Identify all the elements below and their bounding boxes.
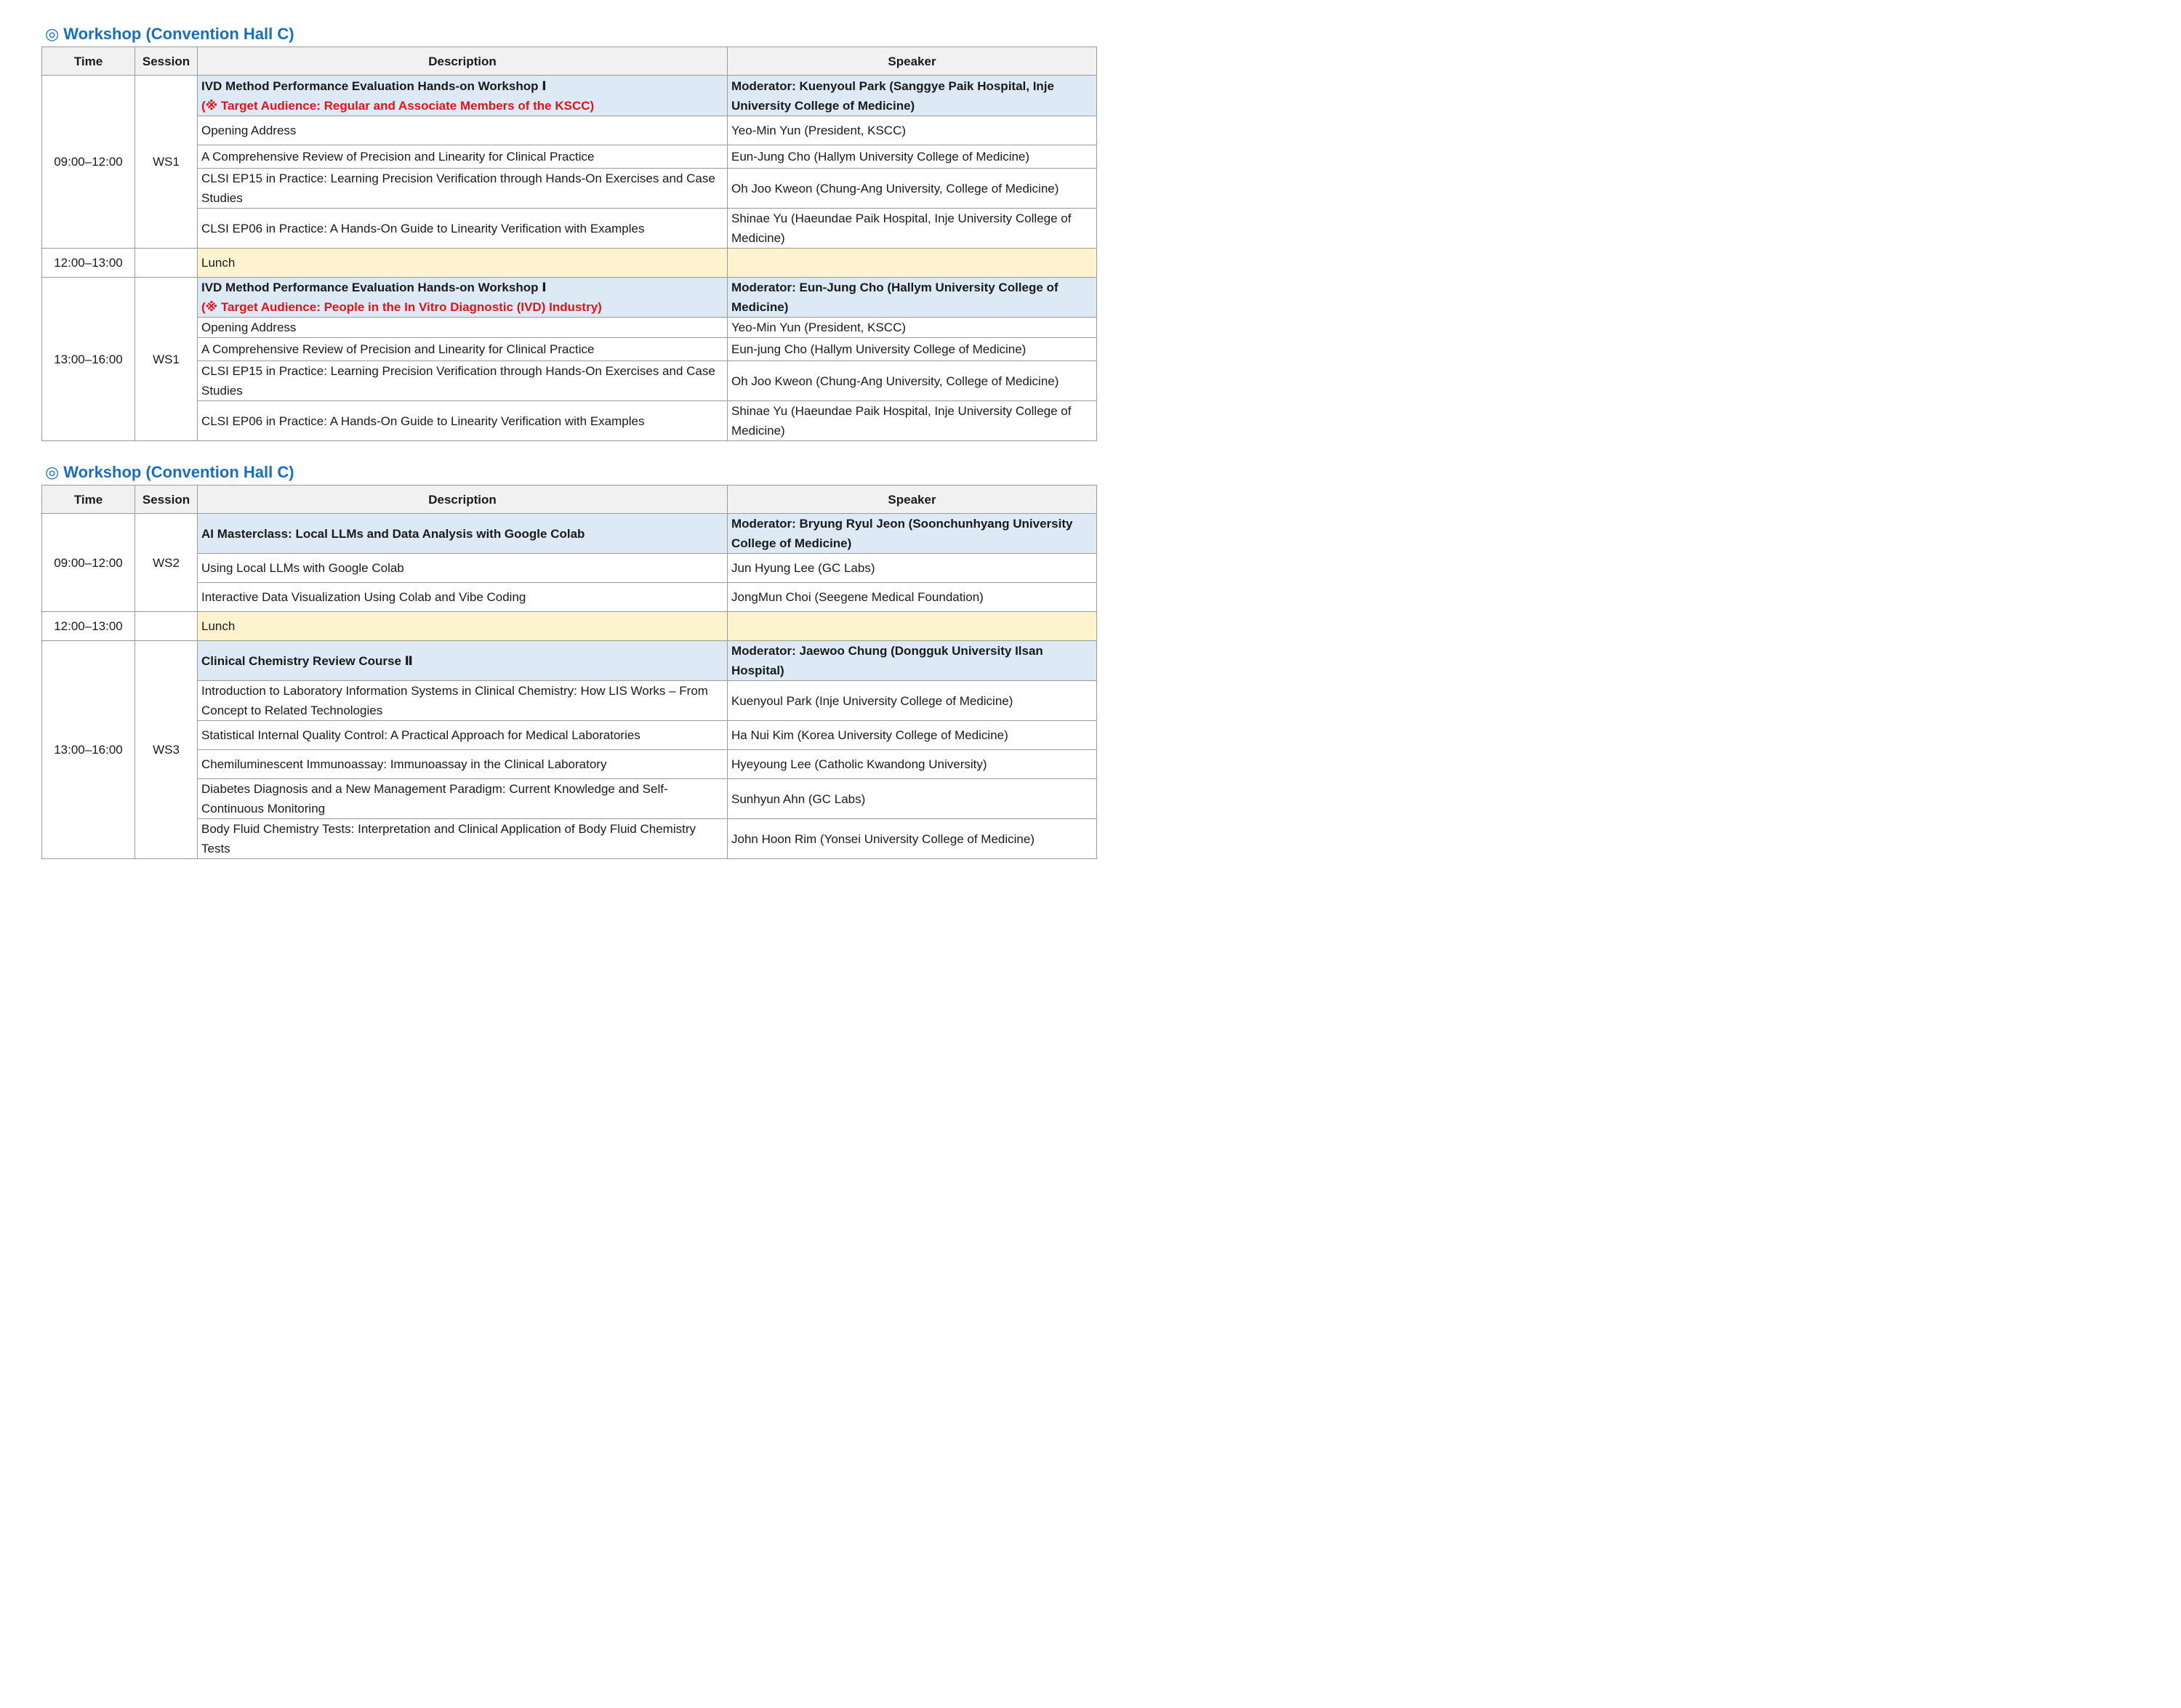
description-cell: Introduction to Laboratory Information Systems in Clinical Chemistry: How LIS Works – From Concept to Related Technologies: [198, 681, 728, 721]
speaker-cell: Shinae Yu (Haeundae Paik Hospital, Inje University College of Medicine): [728, 401, 1097, 441]
session-header-row: [42, 278, 1097, 318]
lunch-row: [42, 249, 1097, 278]
table-row: [42, 338, 1097, 361]
speaker-cell: Oh Joo Kweon (Chung-Ang University, College of Medicine): [728, 169, 1097, 209]
speaker-cell: Eun-jung Cho (Hallym University College of Medicine): [728, 338, 1097, 361]
header-description: Description: [198, 47, 728, 76]
header-speaker: Speaker: [728, 47, 1097, 76]
description-cell: CLSI EP06 in Practice: A Hands-On Guide to Linearity Verification with Examples: [198, 209, 728, 249]
lunch-row: [42, 612, 1097, 641]
session-header-row: [42, 76, 1097, 116]
double-circle-icon: ◎: [45, 463, 60, 481]
session-header-row: [42, 641, 1097, 681]
speaker-cell: Yeo-Min Yun (President, KSCC): [728, 318, 1097, 338]
section-title: [45, 25, 294, 44]
description-cell: CLSI EP06 in Practice: A Hands-On Guide to Linearity Verification with Examples: [198, 401, 728, 441]
table-row: [42, 361, 1097, 401]
section-title-text: Workshop (Convention Hall C): [63, 25, 294, 43]
speaker-cell: Jun Hyung Lee (GC Labs): [728, 554, 1097, 583]
table-row: [42, 554, 1097, 583]
session-title: IVD Method Performance Evaluation Hands-on Workshop Ⅰ: [201, 281, 547, 294]
moderator-cell: Moderator: Eun-Jung Cho (Hallym University College of Medicine): [728, 278, 1097, 318]
program-table: [41, 485, 1097, 859]
speaker-cell: Shinae Yu (Haeundae Paik Hospital, Inje University College of Medicine): [728, 209, 1097, 249]
time-cell: 12:00–13:00: [42, 249, 135, 278]
session-title-cell: [198, 278, 728, 318]
speaker-cell: Oh Joo Kweon (Chung-Ang University, College of Medicine): [728, 361, 1097, 401]
program-table: [41, 47, 1097, 441]
session-cell: [135, 249, 198, 278]
section-title-text: Workshop (Convention Hall C): [63, 463, 294, 481]
time-cell: 09:00–12:00: [42, 514, 135, 612]
header-description: Description: [198, 486, 728, 514]
table-row: [42, 819, 1097, 859]
speaker-cell: Ha Nui Kim (Korea University College of Medicine): [728, 721, 1097, 750]
header-session: Session: [135, 486, 198, 514]
session-cell: WS1: [135, 278, 198, 441]
description-cell: Body Fluid Chemistry Tests: Interpretation and Clinical Application of Body Fluid Chemistry Tests: [198, 819, 728, 859]
table-row: [42, 401, 1097, 441]
table-row: [42, 209, 1097, 249]
description-cell: CLSI EP15 in Practice: Learning Precision Verification through Hands-On Exercises and Case Studies: [198, 361, 728, 401]
time-cell: 12:00–13:00: [42, 612, 135, 641]
table-row: [42, 583, 1097, 612]
table-row: [42, 750, 1097, 779]
moderator-cell: Moderator: Kuenyoul Park (Sanggye Paik Hospital, Inje University College of Medicine): [728, 76, 1097, 116]
description-cell: Using Local LLMs with Google Colab: [198, 554, 728, 583]
section-title: [45, 463, 294, 482]
session-title: IVD Method Performance Evaluation Hands-on Workshop Ⅰ: [201, 78, 547, 93]
speaker-cell: Yeo-Min Yun (President, KSCC): [728, 116, 1097, 145]
speaker-cell: Hyeyoung Lee (Catholic Kwandong University): [728, 750, 1097, 779]
session-cell: WS3: [135, 641, 198, 859]
speaker-cell: Kuenyoul Park (Inje University College of Medicine): [728, 681, 1097, 721]
table-row: [42, 721, 1097, 750]
session-cell: WS2: [135, 514, 198, 612]
table-row: [42, 145, 1097, 169]
double-circle-icon: ◎: [45, 25, 60, 43]
header-session: Session: [135, 47, 198, 76]
time-cell: 09:00–12:00: [42, 76, 135, 249]
time-cell: 13:00–16:00: [42, 278, 135, 441]
table-header-row: [42, 47, 1097, 76]
table-row: [42, 779, 1097, 819]
table-row: [42, 116, 1097, 145]
description-cell: Diabetes Diagnosis and a New Management Paradigm: Current Knowledge and Self-Continuous Monitoring: [198, 779, 728, 819]
target-audience-note: (※ Target Audience: People in the In Vitro Diagnostic (IVD) Industry): [201, 300, 602, 314]
description-cell: Opening Address: [198, 318, 728, 338]
session-title-cell: [198, 76, 728, 116]
header-time: Time: [42, 486, 135, 514]
time-cell: 13:00–16:00: [42, 641, 135, 859]
speaker-cell: [728, 612, 1097, 641]
session-cell: [135, 612, 198, 641]
table-row: [42, 169, 1097, 209]
description-cell: CLSI EP15 in Practice: Learning Precision Verification through Hands-On Exercises and Case Studies: [198, 169, 728, 209]
description-cell: Statistical Internal Quality Control: A Practical Approach for Medical Laboratories: [198, 721, 728, 750]
session-header-row: [42, 514, 1097, 554]
header-speaker: Speaker: [728, 486, 1097, 514]
speaker-cell: JongMun Choi (Seegene Medical Foundation): [728, 583, 1097, 612]
speaker-cell: John Hoon Rim (Yonsei University College of Medicine): [728, 819, 1097, 859]
description-cell: Interactive Data Visualization Using Colab and Vibe Coding: [198, 583, 728, 612]
header-time: Time: [42, 47, 135, 76]
speaker-cell: Eun-Jung Cho (Hallym University College of Medicine): [728, 145, 1097, 169]
lunch-label: Lunch: [198, 612, 728, 641]
description-cell: Chemiluminescent Immunoassay: Immunoassay in the Clinical Laboratory: [198, 750, 728, 779]
description-cell: A Comprehensive Review of Precision and Linearity for Clinical Practice: [198, 145, 728, 169]
table-row: [42, 318, 1097, 338]
description-cell: Opening Address: [198, 116, 728, 145]
table-row: [42, 681, 1097, 721]
speaker-cell: Sunhyun Ahn (GC Labs): [728, 779, 1097, 819]
description-cell: A Comprehensive Review of Precision and Linearity for Clinical Practice: [198, 338, 728, 361]
moderator-cell: Moderator: Bryung Ryul Jeon (Soonchunhyang University College of Medicine): [728, 514, 1097, 554]
moderator-cell: Moderator: Jaewoo Chung (Dongguk University Ilsan Hospital): [728, 641, 1097, 681]
table-header-row: [42, 486, 1097, 514]
session-cell: WS1: [135, 76, 198, 249]
lunch-label: Lunch: [198, 249, 728, 278]
session-title-cell: AI Masterclass: Local LLMs and Data Analysis with Google Colab: [198, 514, 728, 554]
speaker-cell: [728, 249, 1097, 278]
session-title-cell: Clinical Chemistry Review Course Ⅱ: [198, 641, 728, 681]
target-audience-note: (※ Target Audience: Regular and Associate Members of the KSCC): [201, 98, 595, 113]
